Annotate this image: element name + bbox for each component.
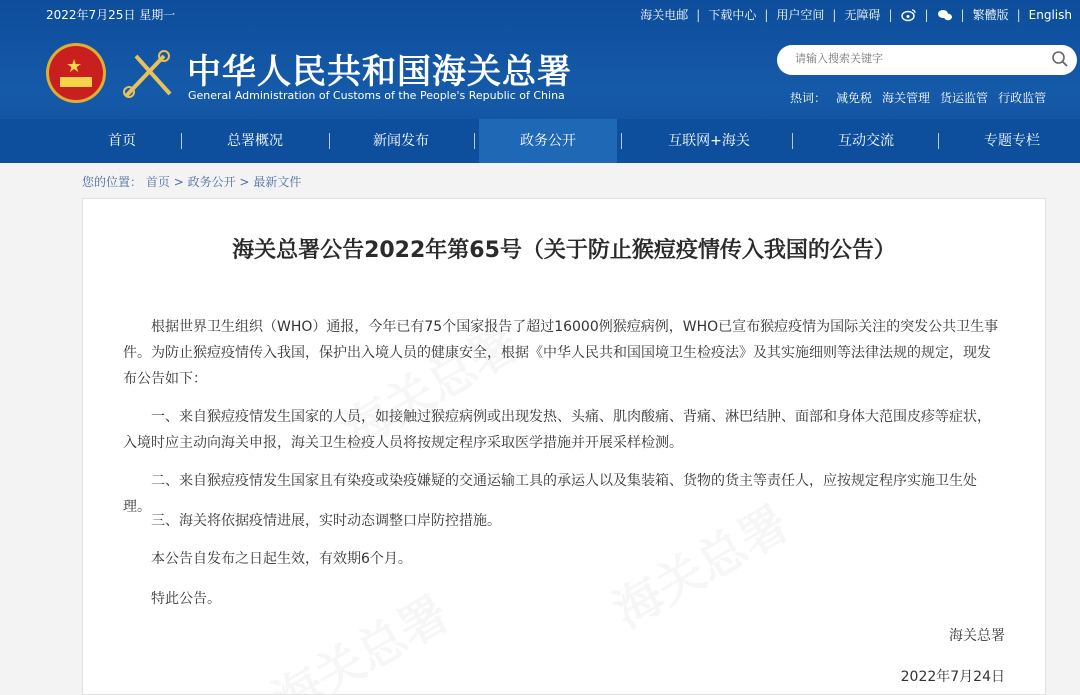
- nav-item-home[interactable]: 首页: [108, 133, 136, 149]
- top-link-download[interactable]: 下载中心: [708, 8, 757, 22]
- customs-logo-icon: [118, 48, 178, 103]
- hotword-freight-supervision[interactable]: 货运监管: [940, 91, 989, 105]
- breadcrumb-separator: >: [239, 175, 250, 189]
- search-box: [777, 45, 1077, 75]
- breadcrumb-separator: >: [173, 175, 184, 189]
- hotwords: [790, 89, 1046, 106]
- top-links: [640, 6, 1072, 23]
- nav-item-internet-customs[interactable]: 互联网+海关: [668, 133, 750, 149]
- top-link-email[interactable]: 海关电邮: [640, 8, 689, 22]
- hotword-tax-reduction[interactable]: 减免税: [836, 91, 873, 105]
- search-input[interactable]: [793, 51, 1037, 66]
- article-paragraph: 一、来自猴痘疫情发生国家的人员，如接触过猴痘病例或出现发热、头痛、肌肉酸痛、背痛、淋巴结肿、面部和身体大范围皮疹等症状，入境时应主动向海关申报，海关卫生检疫人员将按规定程序采取医学措施并开展采样检测。: [123, 409, 991, 451]
- breadcrumb-government-affairs[interactable]: 政务公开: [187, 175, 236, 189]
- separator: |: [924, 7, 929, 22]
- article-paragraph: 根据世界卫生组织（WHO）通报，今年已有75个国家报告了超过16000例猴痘病例，WHO已宣布猴痘疫情为国际关注的突发公共卫生事件。为防止猴痘疫情传入我国，保护出入境人员的健康安全，根据《中华人民共和国国境卫生检疫法》及其实施细则等法律法规的规定，现发布公告如下：: [123, 319, 999, 387]
- breadcrumb-prefix: 您的位置：: [82, 175, 143, 189]
- nav-item-news[interactable]: 新闻发布: [373, 133, 429, 149]
- site-header: [0, 0, 1080, 163]
- wechat-icon[interactable]: [937, 8, 953, 22]
- lang-traditional[interactable]: 繁體版: [972, 8, 1009, 22]
- top-bar: [0, 0, 1080, 28]
- article-paragraph: 二、来自猴痘疫情发生国家且有染疫或染疫嫌疑的交通运输工具的承运人以及集装箱、货物的货主等责任人，应按规定程序实施卫生处理。: [123, 473, 977, 515]
- separator: |: [1016, 7, 1021, 22]
- separator: |: [832, 7, 837, 22]
- hotword-administrative-supervision[interactable]: 行政监管: [998, 91, 1047, 105]
- lang-english[interactable]: English: [1028, 7, 1072, 22]
- article-date: 2022年7月24日: [900, 669, 1005, 685]
- national-emblem-icon: ★: [46, 43, 106, 103]
- separator: |: [764, 7, 769, 22]
- top-link-accessibility[interactable]: 无障碍: [844, 8, 881, 22]
- top-link-user-space[interactable]: 用户空间: [776, 8, 825, 22]
- article-signature: 海关总署: [949, 628, 1005, 644]
- site-title: 中华人民共和国海关总署: [187, 52, 572, 92]
- nav-item-interaction[interactable]: 互动交流: [838, 133, 894, 149]
- hotword-customs-management[interactable]: 海关管理: [882, 91, 931, 105]
- article-paragraph: 特此公告。: [151, 591, 221, 607]
- weibo-icon[interactable]: [901, 8, 917, 22]
- separator: |: [888, 7, 893, 22]
- article-paragraph: 本公告自发布之日起生效，有效期6个月。: [151, 551, 412, 567]
- separator: |: [696, 7, 701, 22]
- breadcrumb-latest-files[interactable]: 最新文件: [253, 175, 302, 189]
- nav-item-overview[interactable]: 总署概况: [227, 133, 283, 149]
- breadcrumb: [82, 173, 301, 190]
- nav-item-special-topics[interactable]: 专题专栏: [984, 133, 1040, 149]
- site-subtitle: General Administration of Customs of the People's Republic of China: [188, 89, 565, 102]
- article-paragraph: 三、海关将依据疫情进展，实时动态调整口岸防控措施。: [151, 513, 501, 529]
- article-title: 海关总署公告2022年第65号（关于防止猴痘疫情传入我国的公告）: [232, 238, 896, 263]
- breadcrumb-home[interactable]: 首页: [145, 175, 170, 189]
- article-content: [82, 198, 1046, 695]
- main-nav: [0, 119, 1080, 163]
- separator: |: [960, 7, 965, 22]
- nav-item-government-affairs[interactable]: 政务公开: [479, 119, 617, 163]
- hotwords-label: 热词：: [790, 91, 827, 105]
- current-date: 2022年7月25日 星期一: [46, 8, 176, 22]
- search-icon[interactable]: [1051, 50, 1069, 68]
